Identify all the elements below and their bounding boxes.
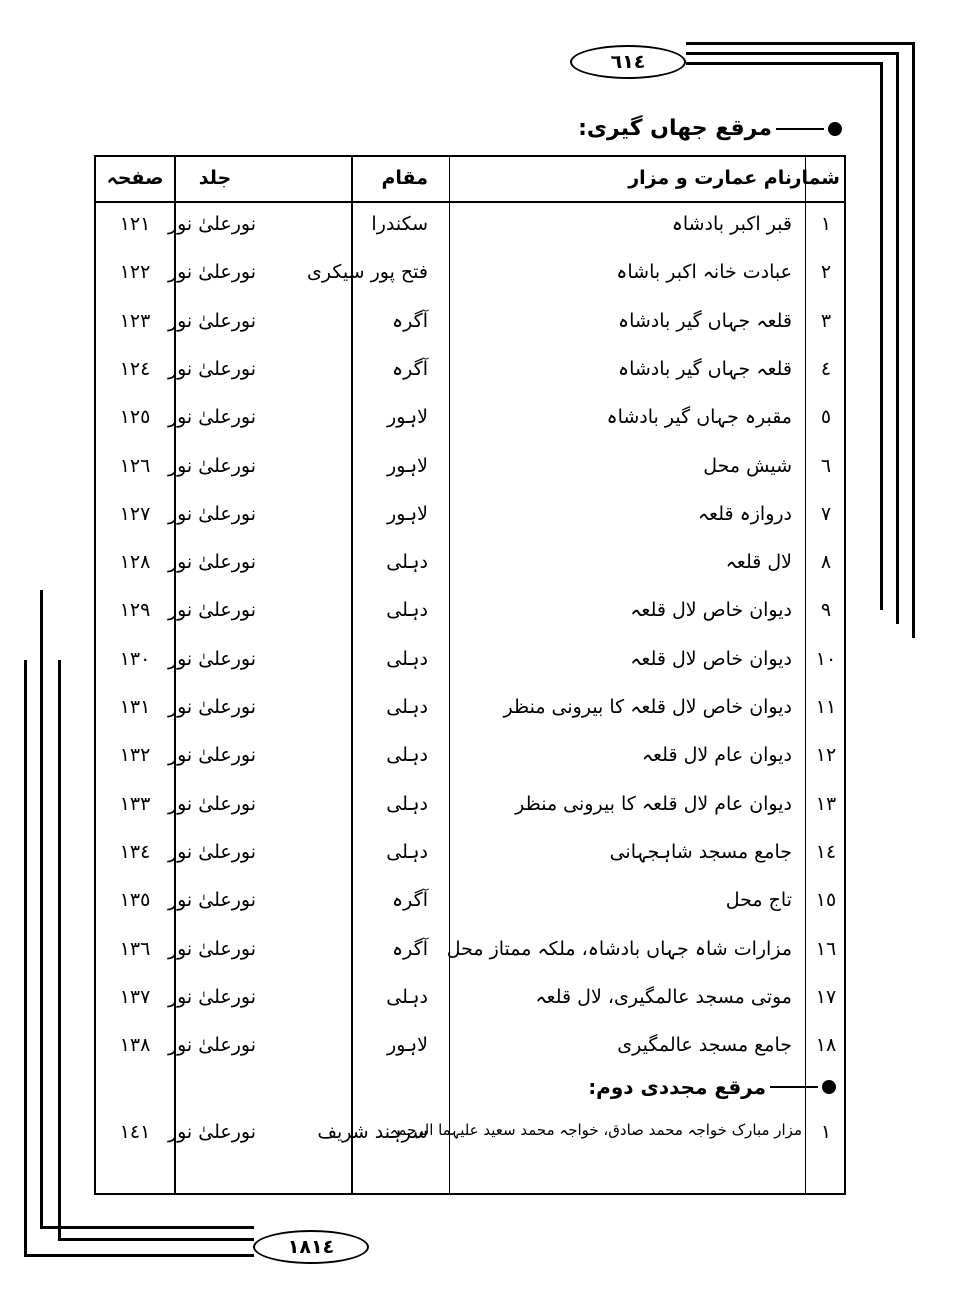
header-page: صفحہ [106, 167, 164, 189]
table-cell-page: ١٣٣ [119, 792, 151, 815]
index-table [94, 155, 846, 1195]
table-cell-name: دیوان خاص لال قلعہ [630, 647, 792, 670]
table-cell-volume: نورعلیٰ نور [167, 213, 256, 235]
table-cell-place: آگرہ [392, 309, 428, 332]
table-cell-place: آگرہ [392, 357, 428, 380]
table-cell-place: لاہور [387, 502, 428, 525]
table-cell-volume: نورعلیٰ نور [167, 744, 256, 767]
table-cell-page: ١٢٥ [119, 406, 151, 429]
table-cell-num: ١ [820, 1121, 832, 1143]
table-cell-place: لاہور [387, 406, 428, 429]
table-cell-page: ١٣٧ [119, 985, 151, 1008]
table-cell-name: عبادت خانہ اکبر باشاہ [616, 261, 792, 284]
table-cell-place: سرہند شریف [317, 1121, 428, 1143]
table-cell-name: دروازہ قلعہ [697, 502, 792, 525]
page-number-bottom: ١٨١٤ [253, 1230, 369, 1264]
section-title: مرقع جهاں گیری: [578, 116, 772, 141]
table-cell-name: قبر اکبر بادشاہ [671, 213, 792, 235]
table-cell-place: لاہور [387, 454, 428, 477]
table-cell-page: ١٣٥ [119, 889, 151, 912]
bullet-icon [828, 122, 842, 136]
table-cell-num: ١٣ [815, 792, 837, 815]
header-num: شمار [790, 167, 840, 189]
table-cell-name: تاج محل [725, 889, 792, 912]
table-cell-place: آگرہ [392, 937, 428, 960]
table-cell-num: ٦ [820, 454, 832, 477]
table-cell-page: ١٣٠ [119, 647, 151, 670]
table-cell-volume: نورعلیٰ نور [167, 647, 256, 670]
table-cell-place: دہلی [386, 647, 428, 670]
table-cell-page: ١٢١ [119, 213, 151, 235]
table-cell-place: آگرہ [392, 889, 428, 912]
dash-divider [770, 1086, 818, 1088]
table-cell-page: ١٢٢ [119, 261, 151, 284]
table-cell-volume: نورعلیٰ نور [167, 1121, 256, 1143]
table-cell-num: ٢ [820, 261, 832, 284]
table-cell-num: ١ [820, 213, 832, 235]
section-heading-jahangiri [578, 116, 842, 141]
table-cell-volume: نورعلیٰ نور [167, 937, 256, 960]
table-cell-name: مقبرہ جہاں گیر بادشاہ [606, 406, 792, 429]
table-cell-name: جامع مسجد شاہجہانی [609, 840, 792, 863]
table-cell-page: ١٢٧ [119, 502, 151, 525]
table-cell-name: موتی مسجد عالمگیری، لال قلعہ [535, 985, 792, 1008]
table-cell-volume: نورعلیٰ نور [167, 792, 256, 815]
table-cell-place: دہلی [386, 840, 428, 863]
table-cell-page: ١٢٩ [119, 599, 151, 622]
table-cell-name: دیوان عام لال قلعہ کا بیرونی منظر [515, 792, 792, 815]
table-cell-place: سکندرا [371, 213, 428, 235]
table-cell-num: ٧ [820, 502, 832, 525]
table-cell-volume: نورعلیٰ نور [167, 985, 256, 1008]
table-cell-volume: نورعلیٰ نور [167, 1034, 256, 1057]
table-cell-name: قلعہ جہاں گیر بادشاہ [617, 309, 792, 332]
table-cell-place: دہلی [386, 551, 428, 574]
table-cell-num: ٣ [820, 309, 832, 332]
table-cell-num: ١٢ [815, 744, 837, 767]
table-cell-page: ١٢٣ [119, 309, 151, 332]
table-cell-name: مزارات شاہ جہاں بادشاہ، ملکہ ممتاز محل [446, 937, 792, 960]
bullet-icon [822, 1080, 836, 1094]
section-heading-mujaddid [588, 1075, 836, 1099]
table-cell-name: جامع مسجد عالمگیری [617, 1034, 792, 1057]
table-cell-place: دہلی [386, 792, 428, 815]
table-cell-num: ١٨ [815, 1034, 837, 1057]
table-cell-volume: نورعلیٰ نور [167, 889, 256, 912]
table-cell-volume: نورعلیٰ نور [167, 357, 256, 380]
table-cell-num: ٩ [820, 599, 832, 622]
table-cell-page: ١٢٤ [119, 357, 151, 380]
table-cell-page: ١٣٨ [119, 1034, 151, 1057]
table-cell-page: ١٣٢ [119, 744, 151, 767]
table-cell-num: ١٧ [815, 985, 837, 1008]
table-cell-volume: نورعلیٰ نور [167, 696, 256, 718]
table-cell-num: ١١ [815, 696, 837, 718]
table-cell-volume: نورعلیٰ نور [167, 840, 256, 863]
table-cell-num: ١٥ [815, 889, 837, 912]
dash-divider [776, 128, 824, 130]
header-place: مقام [381, 167, 428, 189]
table-cell-num: ١٦ [815, 937, 837, 960]
table-cell-page: ١٣٤ [119, 840, 151, 863]
table-cell-num: ٤ [820, 357, 832, 380]
table-cell-place: فتح پور سیکری [307, 261, 428, 284]
table-cell-name: شیش محل [703, 454, 792, 477]
table-cell-volume: نورعلیٰ نور [167, 551, 256, 574]
section-title: مرقع مجددی دوم: [588, 1075, 766, 1099]
table-cell-volume: نورعلیٰ نور [167, 599, 256, 622]
table-cell-num: ١٤ [815, 840, 837, 863]
table-cell-name: قلعہ جہاں گیر بادشاہ [617, 357, 792, 380]
table-cell-place: دہلی [386, 696, 428, 718]
table-cell-page: ١٢٦ [119, 454, 151, 477]
header-volume: جلد [198, 167, 232, 189]
table-cell-name: لال قلعہ [725, 551, 792, 574]
table-cell-volume: نورعلیٰ نور [167, 454, 256, 477]
table-cell-volume: نورعلیٰ نور [167, 502, 256, 525]
table-cell-volume: نورعلیٰ نور [167, 261, 256, 284]
page-number-top: ٦١٤ [570, 45, 686, 79]
table-cell-page: ١٣٦ [119, 937, 151, 960]
table-cell-page: ١٢٨ [119, 551, 151, 574]
table-cell-name: دیوان خاص لال قلعہ [630, 599, 792, 622]
table-cell-name: مزار مبارک خواجہ محمد صادق، خواجہ محمد سعید علیہما الرحمہ [389, 1121, 802, 1139]
table-cell-place: دہلی [386, 985, 428, 1008]
table-cell-place: دہلی [386, 599, 428, 622]
table-cell-name: دیوان خاص لال قلعہ کا بیرونی منظر [503, 696, 792, 718]
table-cell-volume: نورعلیٰ نور [167, 309, 256, 332]
header-name: نام عمارت و مزار [628, 167, 792, 189]
table-cell-name: دیوان عام لال قلعہ [641, 744, 792, 767]
table-cell-volume: نورعلیٰ نور [167, 406, 256, 429]
table-cell-page: ١٤١ [119, 1121, 151, 1143]
table-cell-place: دہلی [386, 744, 428, 767]
table-cell-num: ٨ [820, 551, 832, 574]
table-cell-place: لاہور [387, 1034, 428, 1057]
table-cell-page: ١٣١ [119, 696, 151, 718]
table-cell-num: ١٠ [815, 647, 837, 670]
table-cell-num: ٥ [820, 406, 832, 429]
